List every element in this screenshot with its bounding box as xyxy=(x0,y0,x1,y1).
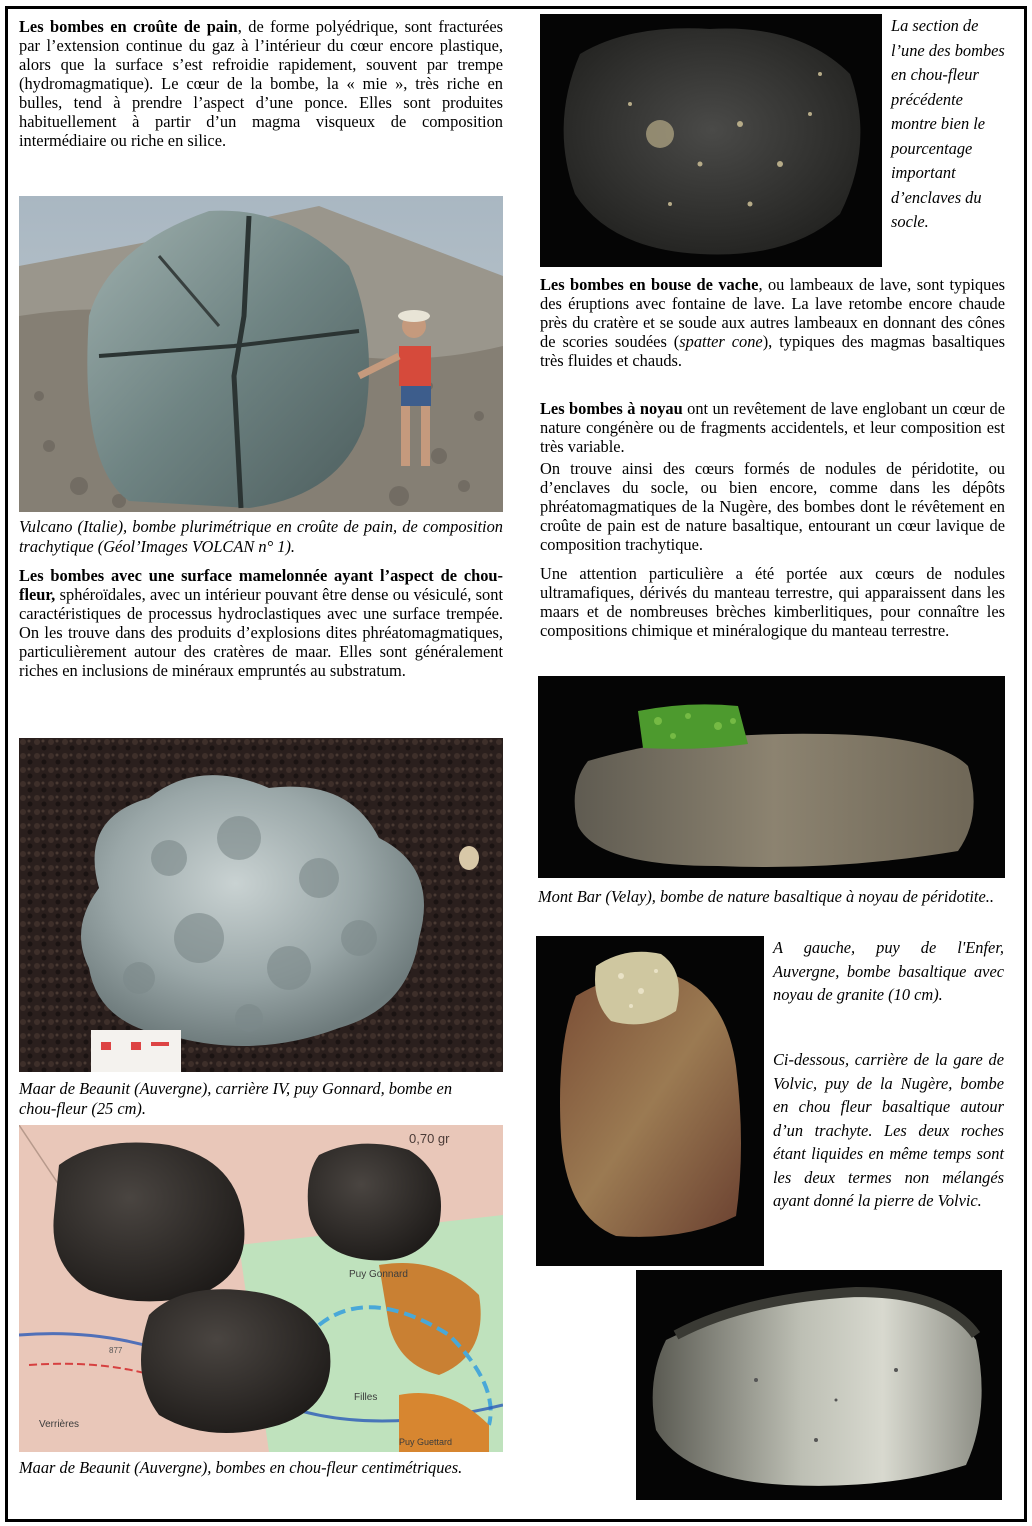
paragraph-cores-examples: On trouve ainsi des cœurs formés de nodules de péridotite, ou d’enclaves du socle, ou bien encore, comme dans les dépôts phréatomagmatiques de la Nugère, des bombes dont le révêtement en croûte de pain est de nature basaltique, entourant un cœur lavique de composition trachytique. xyxy=(540,459,1005,554)
photo-section-cauliflower-bomb xyxy=(540,14,882,267)
paragraph-lead: Les bombes à noyau xyxy=(540,399,683,418)
map-label-weight: 0,70 gr xyxy=(409,1131,450,1146)
paragraph-lead: Les bombes en bouse de vache xyxy=(540,275,759,294)
paragraph-text: , de forme polyédrique, sont fracturées par l’extension continue du gaz à l’intérieur du cœur encore plastique, alors que la surface s’est refroidie rapidement, souvent par trempe (hydromagmatique). Le cœur de la bombe, la « mie », très riche en bulles, tend à prendre l’aspect d’une ponce. Elles sont produites habituellement à partir d’un magma visqueux de composition intermédiaire ou riche en silice. xyxy=(19,17,503,150)
map-label-puy: Puy Gonnard xyxy=(349,1269,408,1280)
caption-mont-bar: Mont Bar (Velay), bombe de nature basaltique à noyau de péridotite.. xyxy=(538,887,994,906)
photo-mont-bar-bomb xyxy=(538,676,1005,878)
photo-puy-enfer-bomb xyxy=(536,936,764,1266)
paragraph-ultramafic-nodules: Une attention particulière a été portée aux cœurs de nodules ultramafiques, dérivés du manteau terrestre, qui apparaissent dans les maars et de nombreuses brèches kimberlitiques, pour connaître les compositions chimique et minéralogique du manteau terrestre. xyxy=(540,564,1005,640)
map-label-ref: 877 xyxy=(109,1346,123,1355)
caption-section: La section de l’une des bombes en chou-fleur précédente montre bien le pourcentage important d’enclaves du socle. xyxy=(891,16,1005,231)
caption-beaunit-cauliflower: Maar de Beaunit (Auvergne), carrière IV, puy Gonnard, bombe en chou-fleur (25 cm). xyxy=(19,1079,453,1118)
map-label-bottom: Puy Guettard xyxy=(399,1437,453,1447)
paragraph-cored-bombs xyxy=(540,399,1005,456)
paragraph-text: ont un revêtement de lave englobant un cœur de nature congénère ou de fragments accidentels, et leur composition est très variable. xyxy=(540,399,1005,456)
map-label-verrieres: Verrières xyxy=(39,1419,80,1430)
photo-volvic-bomb xyxy=(636,1270,1002,1500)
photo-bombs-on-map xyxy=(19,1125,503,1452)
paragraph-text: sphéroïdales, avec un intérieur pouvant être dense ou vésiculé, sont caractéristiques de processus hydroclastiques avec une surface trempée. On les trouve dans des produits d’explosions dites phréatomagmatiques, particulièrement autour des cratères de maar. Elles sont généralement riches en inclusions de minéraux empruntés au substratum. xyxy=(19,585,503,680)
map-label-filles: Filles xyxy=(354,1392,378,1403)
paragraph-italic-term: spatter cone xyxy=(679,332,763,351)
paragraph-bread-crust-bombs xyxy=(19,17,503,150)
paragraph-cauliflower-bombs xyxy=(19,566,503,680)
paragraph-text-end: ), typiques des magmas basaltiques très fluides et chauds. xyxy=(540,332,1005,370)
caption-vulcano: Vulcano (Italie), bombe plurimétrique en croûte de pain, de composition trachytique (Géol’Images VOLCAN n° 1). xyxy=(19,517,503,556)
paragraph-cow-dung-bombs xyxy=(540,275,1005,370)
caption-volvic: Ci-dessous, carrière de la gare de Volvic, puy de la Nugère, bombe en chou fleur basaltique autour d’un trachyte. Les deux roches étant liquides en même temps sont les deux termes non mélangés ayant donné la pierre de Volvic. xyxy=(773,1050,1004,1210)
paragraph-lead: Les bombes en croûte de pain xyxy=(19,17,238,36)
paragraph-lead: Les bombes avec une surface mamelonnée ayant l’aspect de chou-fleur, xyxy=(19,566,503,604)
caption-beaunit-centimetric: Maar de Beaunit (Auvergne), bombes en chou-fleur centimétriques. xyxy=(19,1458,463,1477)
caption-puy-enfer: A gauche, puy de l'Enfer, Auvergne, bombe basaltique avec noyau de granite (10 cm). xyxy=(773,938,1004,1004)
photo-vulcano-bread-crust-bomb xyxy=(19,196,503,512)
paragraph-text: , ou lambeaux de lave, sont typiques des éruptions avec fontaine de lave. La lave retombe encore chaude près du cratère et se soude aux autres lambeaux en donnant des cônes de scories soudées ( xyxy=(540,275,1005,351)
photo-cauliflower-bomb-beaunit xyxy=(19,738,503,1072)
